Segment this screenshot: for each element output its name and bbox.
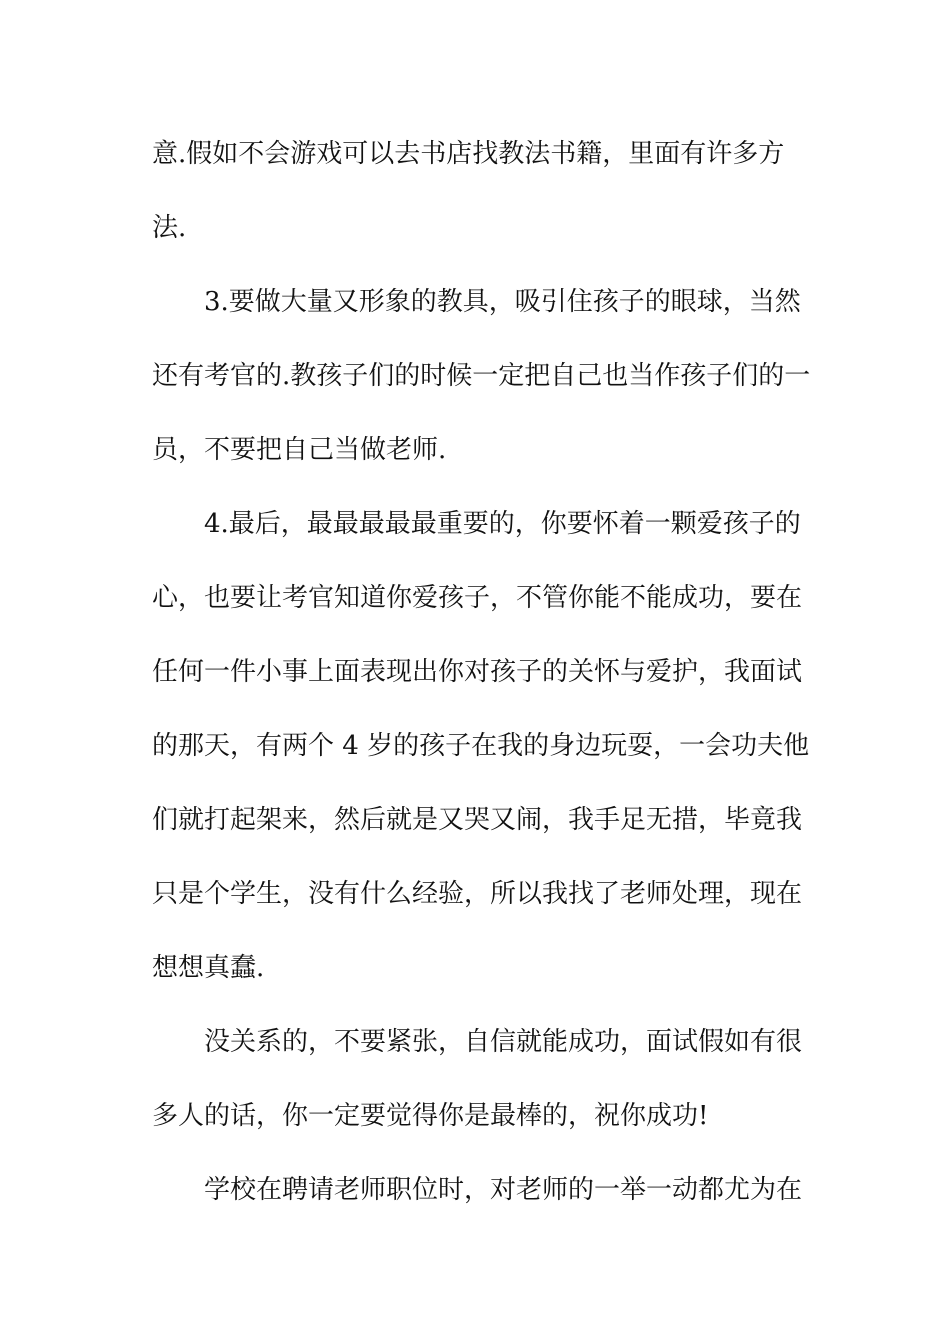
document-body (152, 134, 812, 1244)
text-line: 意.假如不会游戏可以去书店找教法书籍，里面有许多方 (152, 139, 785, 169)
paragraph-start-line: 学校在聘请老师职位时，对老师的一举一动都尤为在 (204, 1175, 803, 1205)
text-line: 的那天，有两个 4 岁的孩子在我的身边玩耍，一会功夫他 (152, 731, 810, 761)
text-line: 只是个学生，没有什么经验，所以我找了老师处理，现在 (152, 879, 803, 909)
text-line: 心，也要让考官知道你爱孩子，不管你能不能成功，要在 (152, 583, 803, 613)
text-line: 还有考官的.教孩子们的时候一定把自己也当作孩子们的一 (152, 361, 811, 391)
paragraph-start-line: 4.最后，最最最最最重要的，你要怀着一颗爱孩子的 (204, 509, 801, 539)
paragraph-start-line: 没关系的，不要紧张，自信就能成功，面试假如有很 (204, 1027, 803, 1057)
paragraph-start-line: 3.要做大量又形象的教具，吸引住孩子的眼球，当然 (204, 287, 801, 317)
text-line: 多人的话，你一定要觉得你是最棒的，祝你成功! (152, 1101, 709, 1131)
text-line: 员，不要把自己当做老师. (152, 435, 447, 465)
text-line: 法. (152, 213, 187, 243)
text-line: 任何一件小事上面表现出你对孩子的关怀与爱护，我面试 (152, 657, 803, 687)
text-line: 想想真蠢. (152, 953, 265, 983)
text-line: 们就打起架来，然后就是又哭又闹，我手足无措，毕竟我 (152, 805, 803, 835)
